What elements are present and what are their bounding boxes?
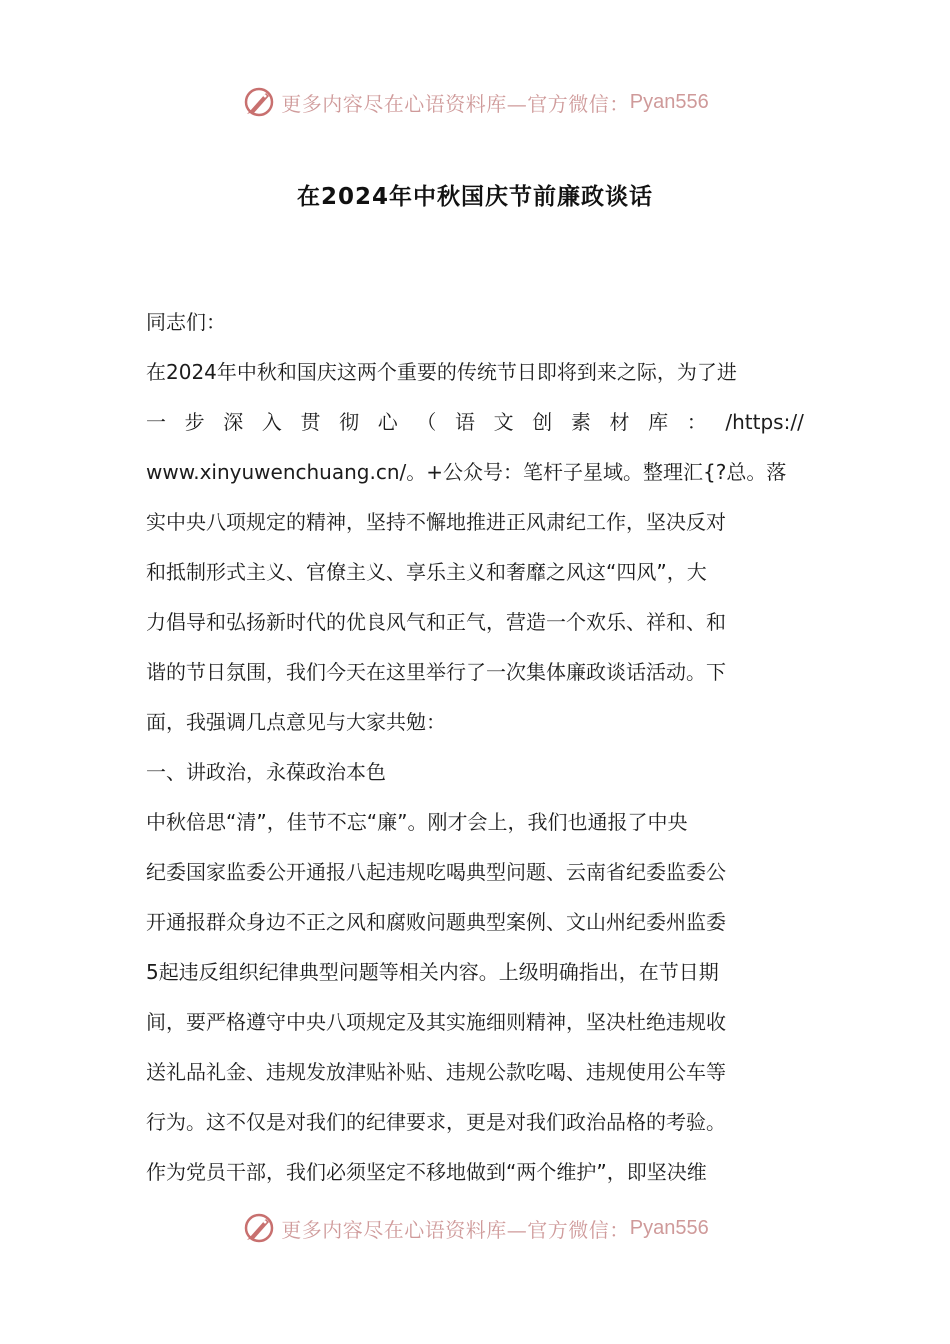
banner-wechat-id: Pyan556	[629, 1216, 709, 1239]
text-line: 开通报群众身边不正之风和腐败问题典型案例、文山州纪委州监委	[146, 910, 726, 934]
text-line: 5起违反组织纪律典型问题等相关内容。上级明确指出，在节日期	[146, 960, 719, 984]
char: 步	[184, 410, 205, 434]
text-line: 力倡导和弘扬新时代的优良风气和正气，营造一个欢乐、祥和、和	[146, 610, 726, 634]
pen-nib-logo-icon	[241, 1210, 277, 1246]
text-line: 在2024年中秋和国庆这两个重要的传统节日即将到来之际，为了进	[146, 360, 737, 384]
char: 彻	[339, 410, 360, 434]
header-banner	[0, 82, 950, 122]
banner-text: 更多内容尽在心语资料库—官方微信：	[281, 1217, 630, 1242]
text-line: 作为党员干部，我们必须坚定不移地做到“两个维护”，即坚决维	[146, 1160, 707, 1184]
text-line-justified	[146, 397, 804, 447]
page-title: 在2024年中秋国庆节前廉政谈话	[296, 184, 653, 210]
char: 心	[377, 410, 398, 434]
section-heading: 一、讲政治，永葆政治本色	[146, 760, 386, 784]
text-line: 中秋倍思“清”，佳节不忘“廉”。刚才会上，我们也通报了中央	[146, 810, 688, 834]
char: 深	[223, 410, 244, 434]
text-line: 和抵制形式主义、官僚主义、享乐主义和奢靡之风这“四风”，大	[146, 560, 707, 584]
text-line: 实中央八项规定的精神，坚持不懈地推进正风肃纪工作，坚决反对	[146, 510, 726, 534]
footer-banner	[0, 1208, 950, 1248]
text-line: 间，要严格遵守中央八项规定及其实施细则精神，坚决杜绝违规收	[146, 1010, 726, 1034]
char: 素	[570, 410, 591, 434]
char: 语	[455, 410, 475, 434]
char: 贯	[300, 410, 321, 434]
char: ：	[686, 410, 707, 434]
banner-wechat-id: Pyan556	[629, 90, 709, 113]
text-line: 谐的节日氛围，我们今天在这里举行了一次集体廉政谈话活动。下	[146, 660, 726, 684]
text-line: www.xinyuwenchuang.cn/。+公众号：笔杆子星域。整理汇{?总。落	[146, 460, 787, 484]
text-line: 送礼品礼金、违规发放津贴补贴、违规公款吃喝、违规使用公车等	[146, 1060, 726, 1084]
document-body	[146, 297, 804, 1197]
char: 创	[532, 410, 553, 434]
char: 材	[609, 410, 630, 434]
char: 一	[146, 410, 166, 434]
char: 入	[261, 410, 282, 434]
banner-text: 更多内容尽在心语资料库—官方微信：	[281, 91, 630, 116]
text-line: 同志们：	[146, 310, 226, 334]
char: 文	[493, 410, 514, 434]
link-text: /https://	[725, 410, 804, 434]
text-line: 行为。这不仅是对我们的纪律要求，更是对我们政治品格的考验。	[146, 1110, 726, 1134]
text-line: 纪委国家监委公开通报八起违规吃喝典型问题、云南省纪委监委公	[146, 860, 726, 884]
char: （	[416, 410, 437, 434]
pen-nib-logo-icon	[241, 84, 277, 120]
text-line: 面，我强调几点意见与大家共勉：	[146, 710, 446, 734]
char: 库	[648, 410, 669, 434]
